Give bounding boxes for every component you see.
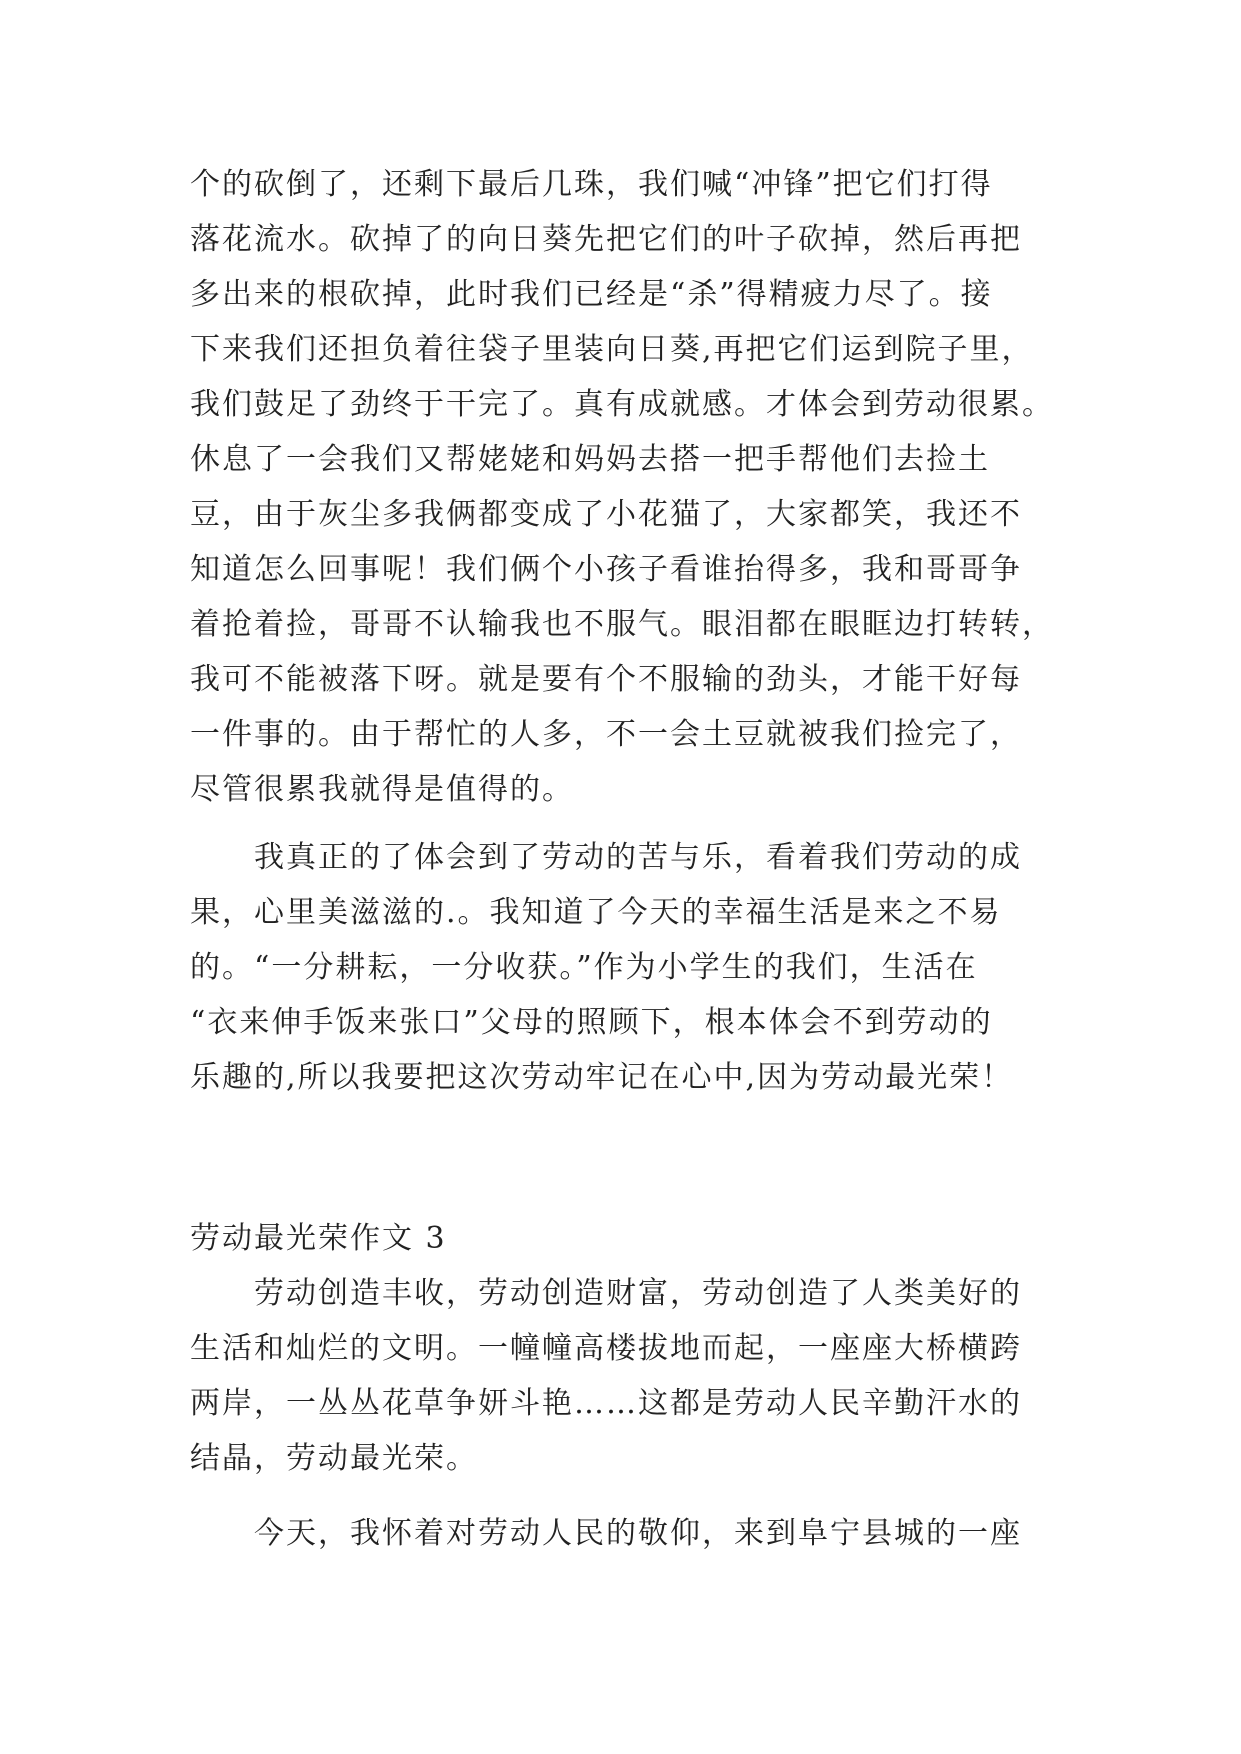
text-line: 我们鼓足了劲终于干完了。真有成就感。才体会到劳动很累。 bbox=[190, 387, 1054, 422]
text-line: 乐趣的,所以我要把这次劳动牢记在心中,因为劳动最光荣！ bbox=[190, 1060, 1014, 1095]
text-line: 我可不能被落下呀。就是要有个不服输的劲头，才能干好每 bbox=[190, 662, 1022, 697]
text-line: 休息了一会我们又帮姥姥和妈妈去搭一把手帮他们去捡土 bbox=[190, 442, 990, 477]
text-line: 知道怎么回事呢！我们俩个小孩子看谁抬得多，我和哥哥争 bbox=[190, 552, 1022, 587]
paragraph-conclusion bbox=[190, 830, 1070, 1105]
text-line: 我真正的了体会到了劳动的苦与乐，看着我们劳动的成 bbox=[254, 840, 1022, 875]
text-line: 生活和灿烂的文明。一幢幢高楼拔地而起，一座座大桥横跨 bbox=[190, 1331, 1022, 1366]
text-line: 的。“一分耕耘，一分收获。”作为小学生的我们，生活在 bbox=[190, 950, 978, 985]
text-line: 尽管很累我就得是值得的。 bbox=[190, 772, 574, 807]
section-essay-3 bbox=[190, 1211, 1070, 1486]
section-title: 劳动最光荣作文 3 bbox=[190, 1221, 447, 1256]
text-line: 结晶，劳动最光荣。 bbox=[190, 1441, 478, 1476]
text-line: 着抢着捡，哥哥不认输我也不服气。眼泪都在眼眶边打转转， bbox=[190, 607, 1054, 642]
text-line: 今天，我怀着对劳动人民的敬仰，来到阜宁县城的一座 bbox=[254, 1516, 1022, 1551]
text-line: 个的砍倒了，还剩下最后几珠，我们喊“冲锋”把它们打得 bbox=[190, 167, 993, 202]
text-line: 劳动创造丰收，劳动创造财富，劳动创造了人类美好的 bbox=[254, 1276, 1022, 1311]
paragraph-continued bbox=[190, 157, 1070, 817]
paragraph-essay-3-second bbox=[190, 1506, 1070, 1561]
text-line: 一件事的。由于帮忙的人多，不一会土豆就被我们捡完了， bbox=[190, 717, 1022, 752]
text-line: 果，心里美滋滋的.。我知道了今天的幸福生活是来之不易 bbox=[190, 895, 1002, 930]
text-line: 多出来的根砍掉，此时我们已经是“杀”得精疲力尽了。接 bbox=[190, 277, 993, 312]
text-line: 两岸，一丛丛花草争妍斗艳……这都是劳动人民辛勤汗水的 bbox=[190, 1386, 1022, 1421]
text-line: 豆，由于灰尘多我俩都变成了小花猫了，大家都笑，我还不 bbox=[190, 497, 1022, 532]
text-line: 下来我们还担负着往袋子里装向日葵,再把它们运到院子里， bbox=[190, 332, 1034, 367]
text-line: “衣来伸手饭来张口”父母的照顾下，根本体会不到劳动的 bbox=[190, 1005, 993, 1040]
text-line: 落花流水。砍掉了的向日葵先把它们的叶子砍掉，然后再把 bbox=[190, 222, 1022, 257]
